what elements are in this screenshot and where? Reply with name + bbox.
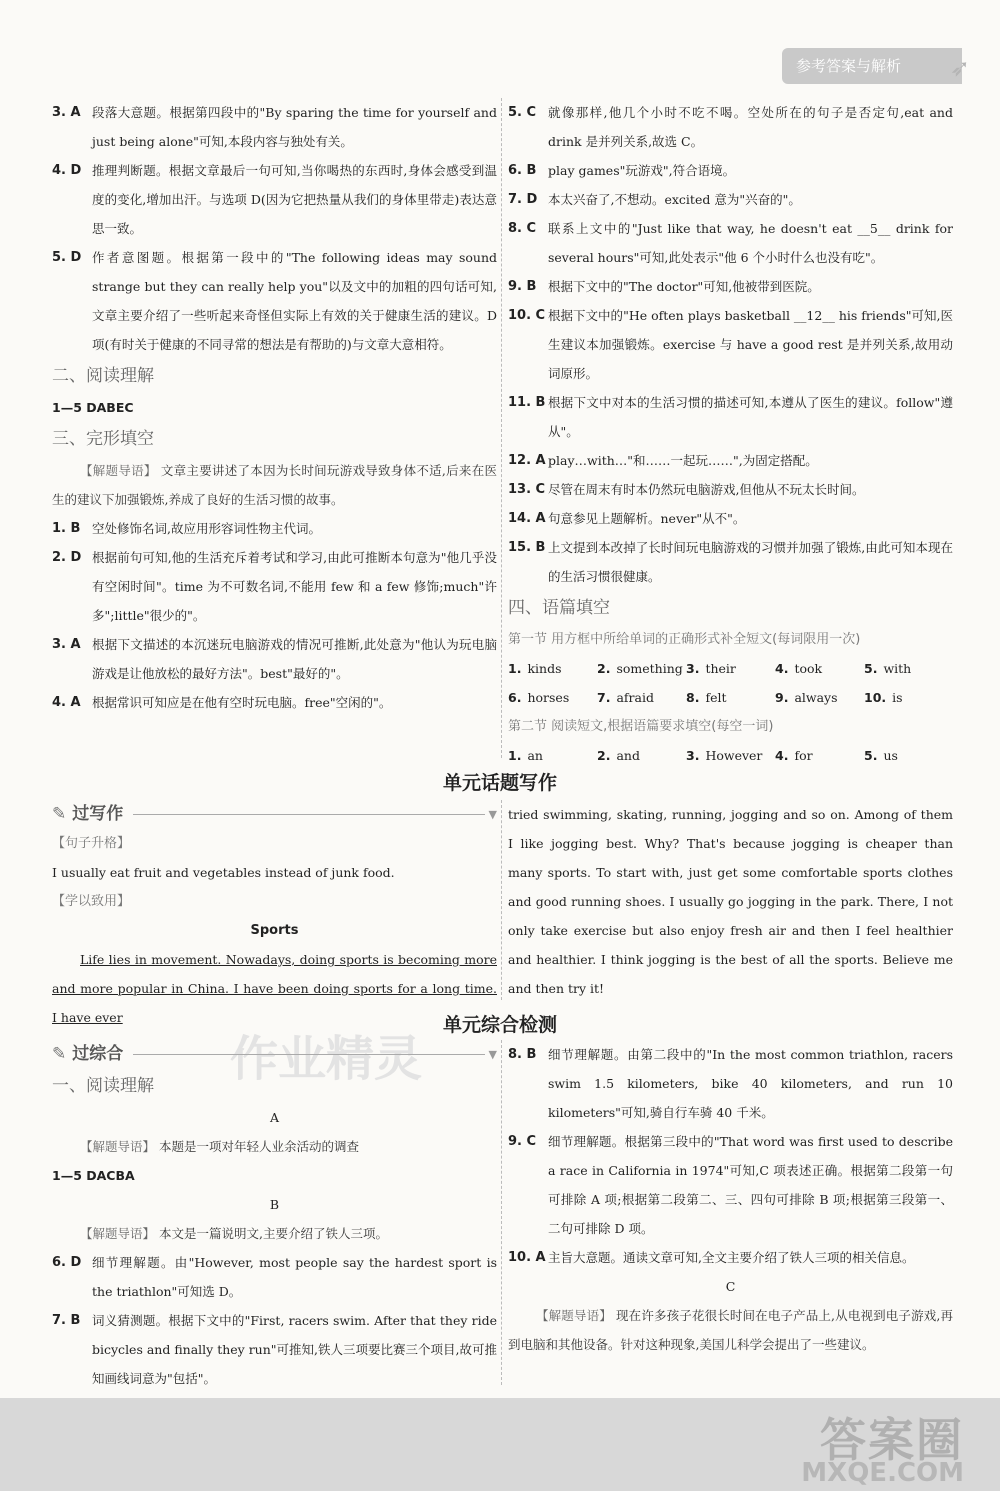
answer-number: 1. B [52,521,81,536]
cloze-guide [52,456,497,514]
fill-answer [597,683,686,712]
answer-list-left-b [52,1248,497,1393]
answer-item [508,156,953,185]
answer-explanation: 根据下文中的"He often plays basketball __12__ his friends"可知,医生建议本加强锻炼。exercise 与 have a good rest 是并列关系,故用动词原形。 [548,308,953,381]
answer-number: 5. D [52,250,82,265]
fill-number: 4. [775,748,789,763]
column-divider-test [501,1040,502,1385]
fill-row-1 [508,654,953,683]
fill-number: 1. [508,748,522,763]
answer-number: 7. D [508,192,538,207]
answer-explanation: play games"玩游戏",符合语境。 [548,163,736,178]
section-reading: 二、阅读理解 [52,366,154,386]
passage-c-label: C [725,1279,736,1294]
fill-answer [597,654,686,683]
pen-icon: ✎ [52,804,67,824]
fill-word: their [705,661,736,676]
fill-part2: 第二节 阅读短文,根据语篇要求填空(每空一词) [508,719,774,734]
answer-explanation: 根据下文中对本的生活习惯的描述可知,本遵从了医生的建议。follow"遵从"。 [548,395,953,439]
apply-tag: 【学以致用】 [52,894,131,909]
fill-word: took [794,661,823,676]
writing-right [508,800,953,1003]
answer-explanation: 细节理解题。由第二段中的"In the most common triathlon, racers swim 1.5 kilometers, bike 40 kilometers, and run 10 kilometers"可知,骑自行车骑 40 千米。 [548,1047,953,1120]
answer-number: 9. C [508,1134,537,1149]
answer-number: 4. D [52,163,82,178]
answer-list-right-b [508,1040,953,1272]
section-cloze: 三、完形填空 [52,429,154,449]
answer-explanation: 细节理解题。由"However, most people say the hardest sport is the triathlon"可知选 D。 [92,1255,497,1299]
fill-number: 8. [686,690,700,705]
answer-item [508,533,953,591]
fill-number: 2. [597,748,611,763]
fill-answer [775,683,864,712]
answer-item [52,98,497,156]
answer-explanation: 句意参见上题解析。never"从不"。 [548,511,746,526]
answer-number: 13. C [508,482,546,497]
fill-number: 10. [864,690,887,705]
answer-explanation: 推理判断题。根据文章最后一句可知,当你喝热的东西时,身体会感受到温度的变化,增加出汗。与选项 D(因为它把热量从我们的身体里带走)表达意思一致。 [92,163,497,236]
watermark-url: MXQE.COM [801,1458,964,1488]
essay-title: Sports [250,923,299,938]
passage-b-label: B [269,1197,280,1212]
writing-left [52,800,497,1032]
guide-a [52,1132,497,1161]
answer-explanation: 细节理解题。根据第三段中的"That word was first used to describe a race in California in 1974"可知,C 项表述正确。根据第二段第一句可排除 A 项;根据第二段第二、三、四句可排除 B 项;根据第三段第一、二句可排除 D 项。 [548,1134,953,1236]
answer-number: 8. B [508,1047,537,1062]
cloze-guide-tag: 【解题导语】 [80,463,157,478]
fill-word: with [883,661,912,676]
guide-b [52,1219,497,1248]
answer-item [508,214,953,272]
essay-left: Life lies in movement. Nowadays, doing sports is becoming more and more popular in China. I have been doing sports for a long time. I have ever [52,952,497,1025]
fill-answer [864,741,953,770]
answer-list-left-top [52,98,497,359]
fill-part1: 第一节 用方框中所给单词的正确形式补全短文(每词限用一次) [508,632,861,647]
answer-item [508,1040,953,1127]
answer-item [52,1306,497,1393]
writing-head-label: 过写作 [72,804,124,824]
answer-item [508,301,953,388]
answer-explanation: 作者意图题。根据第一段中的"The following ideas may sound strange but they can really help you"以及文中的加粗的四句话可知,文章主要介绍了一些听起来奇怪但实际上有效的关于健康生活的建议。D项(有时关于健康的不同寻常的想法是有帮助的)与文章大意相符。 [92,250,497,352]
answer-explanation: 本太兴奋了,不想动。excited 意为"兴奋的"。 [548,192,801,207]
guide-c-tag: 【解题导语】 [536,1308,612,1323]
answer-item [52,1248,497,1306]
fill-answer [597,741,686,770]
answer-item [508,1127,953,1243]
fill-answer [775,741,864,770]
faint-stamp: 作业精灵 [230,1031,423,1087]
answer-item [508,1243,953,1272]
sentence-tag: 【句子升格】 [52,836,131,851]
fill-word: an [527,748,543,763]
answer-item [508,388,953,446]
fill-word: afraid [616,690,654,705]
answer-number: 3. A [52,105,81,120]
fill-word: always [794,690,838,705]
fill-number: 2. [597,661,611,676]
fill-answer [508,741,597,770]
cloze-guide-text: 文章主要讲述了本因为长时间玩游戏导致身体不适,后来在医生的建议下加强锻炼,养成了良好的生活习惯的故事。 [52,463,497,507]
column-divider-writing [501,800,502,1000]
fill-number: 3. [686,748,700,763]
fill-answer [508,654,597,683]
fill-word: felt [705,690,727,705]
triangle-down-icon: ▼ [488,1048,497,1061]
answer-number: 15. B [508,540,546,555]
answer-number: 8. C [508,221,537,236]
guide-a-text: 本题是一项对年轻人业余活动的调查 [159,1139,360,1154]
answer-explanation: 上文提到本改掉了长时间玩电脑游戏的习惯并加强了锻炼,由此可知本现在的生活习惯很健康。 [548,540,953,584]
answer-number: 6. D [52,1255,82,1270]
fill-word: is [892,690,903,705]
answers-a: 1—5 DACBA [52,1168,135,1183]
answer-explanation: 根据前句可知,他的生活充斥着考试和学习,由此可推断本句意为"他几乎没有空闲时间"。time 为不可数名词,不能用 few 和 a few 修饰;much"许多";little"很少的"。 [92,550,497,623]
answer-item [52,688,497,717]
answer-number: 9. B [508,279,537,294]
fill-answer [686,741,775,770]
answer-item [52,156,497,243]
guide-a-tag: 【解题导语】 [80,1139,156,1154]
answer-explanation: 就像那样,他几个小时不吃不喝。空处所在的句子是否定句,eat and drink 是并列关系,故选 C。 [548,105,953,149]
fill-answer [864,654,953,683]
answer-item [52,543,497,630]
answer-explanation: play…with…"和……一起玩……",为固定搭配。 [548,453,818,468]
watermark-logo: 答案圈 [820,1413,964,1467]
fill-answer [686,654,775,683]
fill-word: something [616,661,683,676]
test-head [52,1040,497,1069]
answer-number: 12. A [508,453,546,468]
answer-list-left-cloze [52,514,497,717]
test-head-label: 过综合 [72,1044,124,1064]
answer-number: 11. B [508,395,546,410]
fill-number: 5. [864,661,878,676]
fill-word: for [794,748,813,763]
fill-answer [686,683,775,712]
fill-word: However [705,748,763,763]
answer-explanation: 词义猜测题。根据下文中的"First, racers swim. After that they ride bicycles and finally they run"可推知,铁人三项要比赛三个项目,故可推知画线词意为"包括"。 [92,1313,497,1386]
answer-number: 2. D [52,550,82,565]
test-title: 单元综合检测 [442,1014,557,1036]
answer-explanation: 段落大意题。根据第四段中的"By sparing the time for yourself and just being alone"可知,本段内容与独处有关。 [92,105,497,149]
fill-answer [775,654,864,683]
writing-title: 单元话题写作 [442,772,557,794]
fill-row-2 [508,683,953,712]
answer-item [508,475,953,504]
answer-item [52,630,497,688]
pen-icon: ✎ [52,1044,67,1064]
answer-item [508,185,953,214]
column-divider-top [501,98,502,758]
answer-item [508,446,953,475]
guide-b-tag: 【解题导语】 [80,1226,156,1241]
essay-right: tried swimming, skating, running, jogging and so on. Among of them I like jogging best. Why? That's because jogging is cheaper than many sports. To start with, just get some comfortable sports clothes and good running shoes. I usually go jogging in the park. There, I not only take exercise but also enjoy fresh air and then I feel healthier and healthier. I think jogging is the best of all the sports. Believe me and then try it! [508,807,953,996]
test-left [52,1040,497,1393]
answer-number: 10. A [508,1250,546,1265]
passage-a-label: A [269,1110,280,1125]
answer-number: 7. B [52,1313,81,1328]
writing-head [52,800,497,829]
header-tab-label: 参考答案与解析 [796,57,902,75]
answer-item [52,243,497,359]
fill-word: and [616,748,640,763]
answer-item [508,504,953,533]
right-column-top [508,98,953,770]
test-right [508,1040,953,1359]
fill-number: 1. [508,661,522,676]
fill-number: 4. [775,661,789,676]
upgraded-sentence: I usually eat fruit and vegetables instead of junk food. [52,865,395,880]
header-tab [782,48,970,84]
answer-number: 3. A [52,637,81,652]
answer-explanation: 主旨大意题。通读文章可知,全文主要介绍了铁人三项的相关信息。 [548,1250,915,1265]
fill-number: 3. [686,661,700,676]
fill-number: 7. [597,690,611,705]
triangle-down-icon: ▼ [488,808,497,821]
answer-explanation: 根据下文描述的本沉迷玩电脑游戏的情况可推断,此处意为"他认为玩电脑游戏是让他放松的最好方法"。best"最好的"。 [92,637,497,681]
answer-item [508,272,953,301]
answer-explanation: 尽管在周末有时本仍然玩电脑游戏,但他从不玩太长时间。 [548,482,865,497]
fill-row-3 [508,741,953,770]
fill-number: 5. [864,748,878,763]
answer-explanation: 联系上文中的"Just like that way, he doesn't eat __5__ drink for several hours"可知,此处表示"他 6 个小时什么也没有吃"。 [548,221,953,265]
answer-item [52,514,497,543]
answer-explanation: 根据常识可知应是在他有空时玩电脑。free"空闲的"。 [92,695,392,710]
answer-explanation: 根据下文中的"The doctor"可知,他被带到医院。 [548,279,820,294]
answer-list-right-top [508,98,953,591]
section-fill: 四、语篇填空 [508,598,610,618]
fill-answer [864,683,953,712]
left-column-top [52,98,497,717]
fill-number: 9. [775,690,789,705]
fill-word: horses [527,690,570,705]
answer-number: 5. C [508,105,537,120]
guide-b-text: 本文是一篇说明文,主要介绍了铁人三项。 [159,1226,388,1241]
answer-number: 14. A [508,511,546,526]
answer-item [508,98,953,156]
answer-explanation: 空处修饰名词,故应用形容词性物主代词。 [92,521,321,536]
fill-word: us [883,748,898,763]
fill-number: 6. [508,690,522,705]
test-section-reading: 一、阅读理解 [52,1076,154,1096]
answer-number: 6. B [508,163,537,178]
answer-number: 4. A [52,695,81,710]
answer-number: 10. C [508,308,546,323]
reading-answers: 1—5 DABEC [52,400,134,415]
fill-answer [508,683,597,712]
guide-c [508,1301,953,1359]
fill-word: kinds [527,661,562,676]
rocket-icon: ➶ [949,54,970,82]
guide-c-text: 现在许多孩子花很长时间在电子产品上,从电视到电子游戏,再到电脑和其他设备。针对这种现象,美国儿科学会提出了一些建议。 [508,1308,953,1352]
